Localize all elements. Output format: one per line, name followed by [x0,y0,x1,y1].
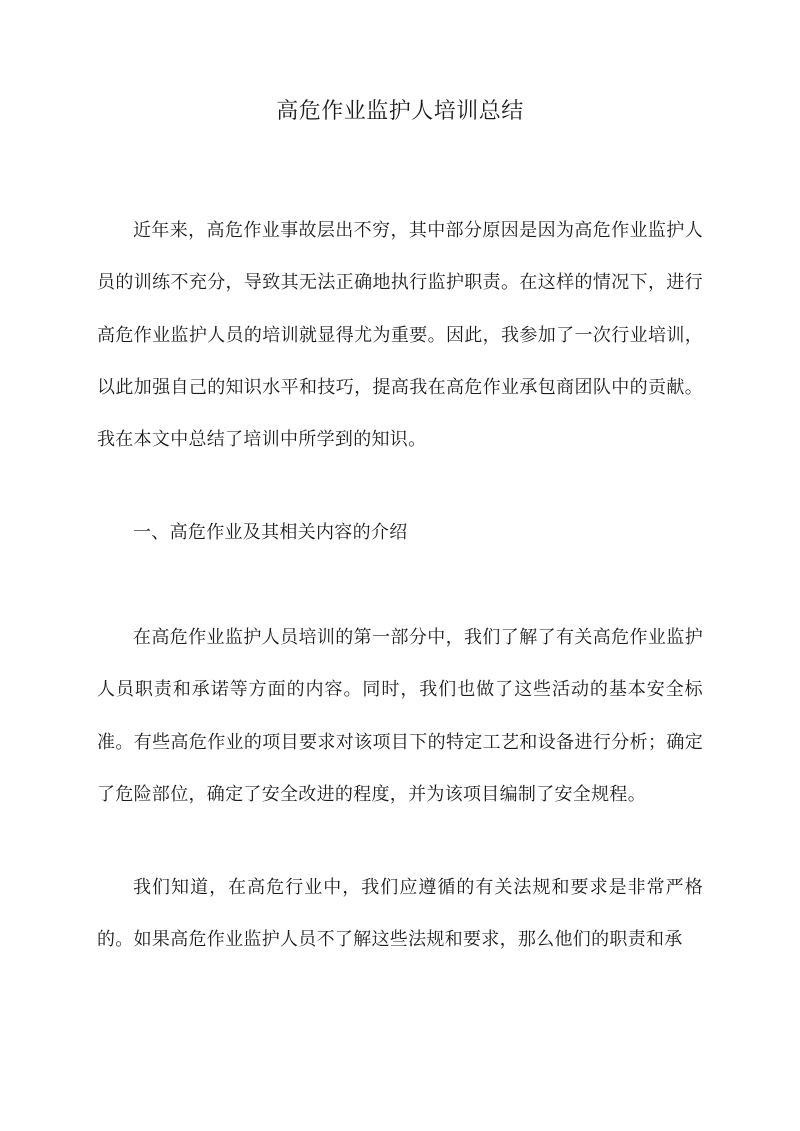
section-heading: 一、高危作业及其相关内容的介绍 [133,522,408,543]
section-paragraph: 在高危作业监护人员培训的第一部分中，我们了解了有关高危作业监护人员职责和承诺等方面的内容。同时，我们也做了这些活动的基本安全标准。有些高危作业的项目要求对该项目下的特定工艺和设备进行分析；确定了危险部位，确定了安全改进的程度，并为该项目编制了安全规程。 [97,627,703,805]
intro-paragraph: 近年来，高危作业事故层出不穷，其中部分原因是因为高危作业监护人员的训练不充分，导致其无法正确地执行监护职责。在这样的情况下，进行高危作业监护人员的培训就显得尤为重要。因此，我参加了一次行业培训，以此加强自己的知识水平和技巧，提高我在高危作业承包商团队中的贡献。我在本文中总结了培训中所学到的知识。 [97,220,703,451]
document-title: 高危作业监护人培训总结 [276,99,524,124]
section-paragraph: 我们知道，在高危行业中，我们应遵循的有关法规和要求是非常严格的。如果高危作业监护人员不了解这些法规和要求，那么他们的职责和承 [97,877,703,951]
